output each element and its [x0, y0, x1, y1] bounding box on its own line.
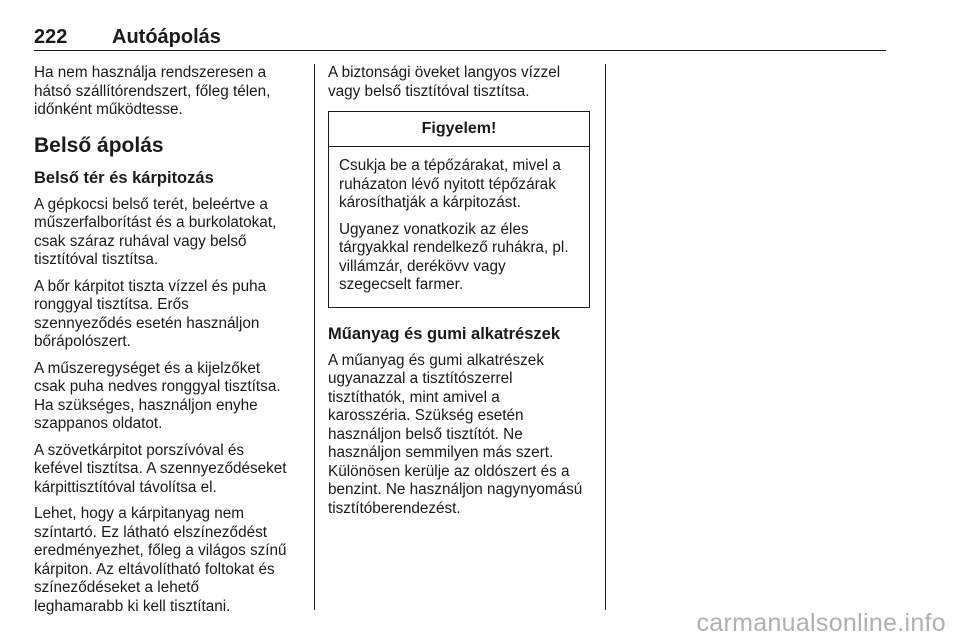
- paragraph: A szövetkárpitot porszívóval és kefével tisztítsa. A szennyeződéseket kárpittisztítóval távolítsa el.: [34, 441, 287, 496]
- intro-paragraph: A biztonsági öveket langyos vízzel vagy belső tisztítóval tisztítsa.: [328, 64, 561, 100]
- column-divider: [605, 64, 606, 610]
- warning-body: [329, 147, 589, 307]
- chapter-title: Autóápolás: [112, 26, 221, 48]
- subsection-title: Műanyag és gumi alkatrészek: [328, 324, 561, 343]
- section-title: Belső ápolás: [34, 133, 164, 157]
- subsection-title: Belső tér és kárpitozás: [34, 168, 214, 187]
- column-middle: [328, 64, 590, 526]
- paragraph: A gépkocsi belső terét, beleértve a műszerfalborítást és a burkolatokat, csak száraz ruhával vagy belső tisztítóval tisztítsa.: [34, 195, 277, 268]
- paragraph: A műszeregységet és a kijelzőket csak puha nedves ronggyal tisztítsa. Ha szükséges, használjon enyhe szappanos oldatot.: [34, 359, 281, 432]
- watermark: carmanualsonline.info: [696, 609, 946, 637]
- warning-paragraph: Csukja be a tépőzárakat, mivel a ruházaton lévő nyitott tépőzárak károsíthatják a kárpitozást.: [339, 157, 561, 211]
- page-number: 222: [34, 26, 68, 48]
- warning-paragraph: Ugyanez vonatkozik az éles tárgyakkal rendelkező ruhákra, pl. villámzár, derékövv vagy szegecselt farmer.: [339, 220, 569, 293]
- paragraph: A műanyag és gumi alkatrészek ugyanazzal a tisztítószerrel tisztíthatók, mint amivel a karosszéria. Szükség esetén használjon belső tisztítót. Ne használjon semmilyen más szert. Különösen kerülje az oldószert és a benzint. Ne használjon nagynyomású tisztítóberendezést.: [328, 351, 583, 517]
- paragraph: Lehet, hogy a kárpitanyag nem színtartó. Ez látható elszíneződést eredményezhet, főleg a világos színű kárpiton. Az eltávolítható foltokat és színeződéseket a lehető leghamarabb ki kell tisztítani.: [34, 505, 287, 615]
- column-left: [34, 64, 302, 624]
- page-header: [34, 26, 886, 51]
- warning-box: [328, 111, 590, 308]
- column-divider: [314, 64, 315, 610]
- paragraph: A bőr kárpitot tiszta vízzel és puha ronggyal tisztítsa. Erős szennyeződés esetén használjon bőrápolószert.: [34, 277, 267, 350]
- warning-title: Figyelem!: [329, 112, 589, 147]
- intro-paragraph: Ha nem használja rendszeresen a hátsó szállítórendszert, főleg télen, időnként működtesse.: [34, 64, 271, 118]
